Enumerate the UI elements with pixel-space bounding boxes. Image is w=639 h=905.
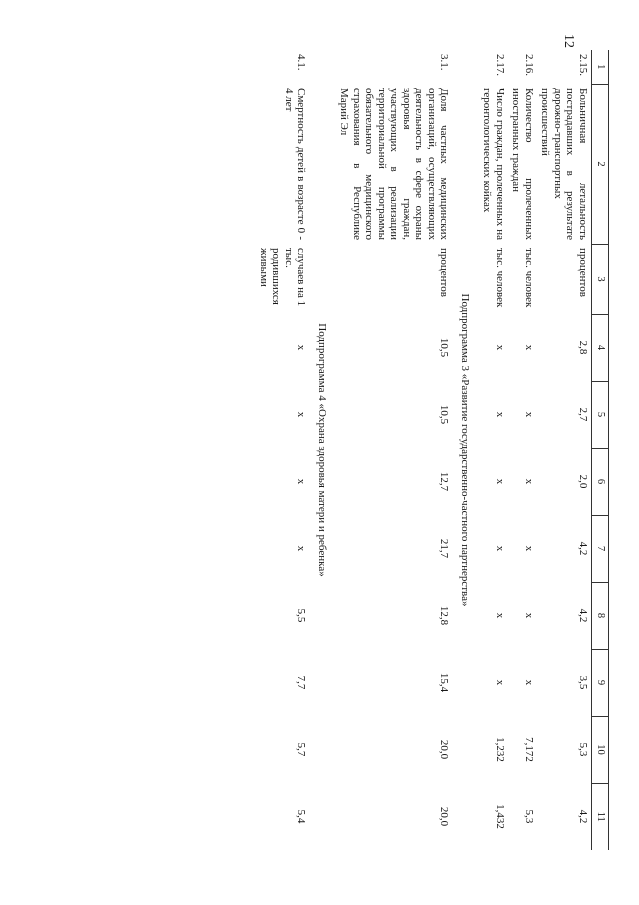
value-cell: 5,5 xyxy=(295,608,308,623)
value-cell: 20,0 xyxy=(438,739,451,760)
table-body xyxy=(256,50,592,850)
value-cell: 4,2 xyxy=(577,809,589,824)
value-cell: 10,5 xyxy=(438,404,451,425)
value-cell: 5,3 xyxy=(577,742,589,757)
value-cell: 4,2 xyxy=(577,541,589,556)
value-cell: 21,7 xyxy=(438,538,451,559)
indicator-name: Количество пролеченных иностранных граждан xyxy=(510,88,535,240)
table-row xyxy=(508,50,537,850)
value-cell: х xyxy=(295,478,308,485)
value-cell: х xyxy=(523,478,535,485)
indicator-table xyxy=(256,50,610,850)
table-row xyxy=(479,50,508,850)
col-header: 7 xyxy=(592,515,609,582)
unit-of-measure: тыс. человек xyxy=(523,248,535,308)
value-cell: 2,7 xyxy=(577,407,589,422)
col-header: 2 xyxy=(592,84,609,244)
row-number: 3.1. xyxy=(438,54,451,71)
subprogram-row xyxy=(310,50,337,850)
value-cell: 7,7 xyxy=(295,675,308,690)
col-header: 8 xyxy=(592,582,609,649)
indicator-name: Смертность детей в возрасте 0 - 4 лет xyxy=(283,88,308,240)
header-row xyxy=(592,50,609,850)
row-number: 2.16. xyxy=(523,54,535,76)
rotated-table-container xyxy=(109,50,609,850)
row-number: 2.15. xyxy=(577,54,589,76)
value-cell: х xyxy=(494,612,506,619)
value-cell: 10,5 xyxy=(438,337,451,358)
value-cell: 1,432 xyxy=(494,804,506,829)
col-header: 4 xyxy=(592,314,609,381)
value-cell: 1,232 xyxy=(494,737,506,762)
value-cell: х xyxy=(523,344,535,351)
page-number: 12 xyxy=(561,34,576,48)
row-number: 2.17. xyxy=(494,54,506,76)
col-header: 5 xyxy=(592,381,609,448)
indicator-name: Доля частных медицинских организаций, осуществляющих деятельность в сфере охраны здоровья граждан, участвующих в реализации территориальной программы обязательного медицинского страхования в Республике Марий Эл xyxy=(338,88,451,240)
subprogram-title: Подпрограмма 4 «Охрана здоровья матери и ребенка» xyxy=(316,323,328,577)
value-cell: х xyxy=(523,411,535,418)
col-header: 11 xyxy=(592,783,609,850)
value-cell: 5,3 xyxy=(523,809,535,824)
indicator-name: Число граждан, пролеченных на геронтологических койках xyxy=(481,88,506,240)
value-cell: х xyxy=(523,545,535,552)
value-cell: х xyxy=(494,411,506,418)
value-cell: х xyxy=(295,545,308,552)
col-header: 3 xyxy=(592,244,609,314)
unit-of-measure: случаев на 1 тыс. родившихся живыми xyxy=(258,248,308,307)
value-cell: 12,7 xyxy=(438,471,451,492)
value-cell: х xyxy=(494,344,506,351)
value-cell: 2,8 xyxy=(577,340,589,355)
col-header: 10 xyxy=(592,716,609,783)
col-header: 9 xyxy=(592,649,609,716)
unit-of-measure: процентов xyxy=(577,248,589,297)
table-row xyxy=(537,50,592,850)
subprogram-title: Подпрограмма 3 «Развитие государственно-частного партнерства» xyxy=(459,293,471,607)
subprogram-row xyxy=(453,50,480,850)
col-header: 6 xyxy=(592,448,609,515)
value-cell: х xyxy=(494,679,506,686)
col-header: 1 xyxy=(592,50,609,84)
table-row xyxy=(256,50,310,850)
value-cell: 3,5 xyxy=(577,675,589,690)
value-cell: 4,2 xyxy=(577,608,589,623)
unit-of-measure: тыс. человек xyxy=(494,248,506,308)
value-cell: х xyxy=(494,478,506,485)
value-cell: 12,8 xyxy=(438,605,451,626)
unit-of-measure: процентов xyxy=(438,248,451,297)
value-cell: 7,172 xyxy=(523,737,535,762)
row-number: 4.1. xyxy=(295,54,308,71)
value-cell: 15,4 xyxy=(438,672,451,693)
value-cell: х xyxy=(523,679,535,686)
value-cell: 2,0 xyxy=(577,474,589,489)
indicator-name: Больничная летальность пострадавших в результате дорожно-транспортных происшествий xyxy=(539,88,589,240)
value-cell: 5,7 xyxy=(295,742,308,757)
value-cell: х xyxy=(295,411,308,418)
value-cell: х xyxy=(523,612,535,619)
value-cell: х xyxy=(295,344,308,351)
value-cell: 20,0 xyxy=(438,806,451,827)
value-cell: х xyxy=(494,545,506,552)
table-row xyxy=(336,50,453,850)
value-cell: 5,4 xyxy=(295,809,308,824)
